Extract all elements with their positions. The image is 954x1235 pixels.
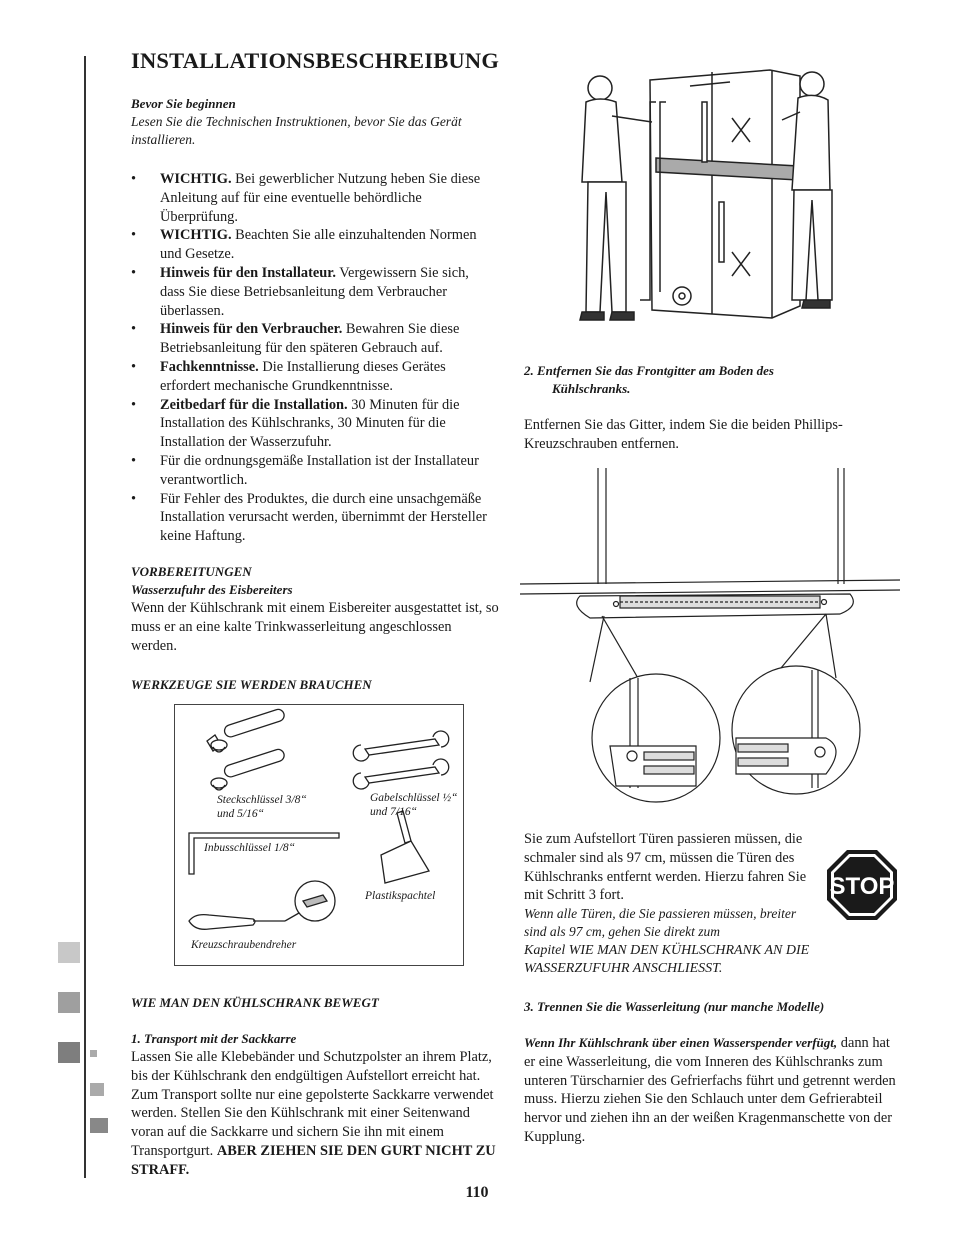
- hand-truck-illustration: [572, 62, 840, 342]
- bullet-bold: Fachkenntnisse.: [160, 358, 259, 375]
- bullet-item: • Hinweis für den Installateur. Vergewissern Sie sich, dass Sie diese Betriebsanleitung dem Verbraucher überlassen.: [131, 264, 469, 319]
- intro-section: [131, 95, 496, 149]
- stop-sign-label: STOP: [829, 873, 895, 900]
- stop-sign-icon: [826, 849, 898, 921]
- page-number: 110: [465, 1184, 489, 1201]
- margin-tab-2: [58, 992, 80, 1013]
- grille-drawing: [520, 468, 900, 828]
- bullet-item: • Fachkenntnisse. Die Installierung dieses Gerätes erfordert mechanische Grundkenntnisse.: [131, 358, 446, 394]
- bullet-item: • WICHTIG. Bei gewerblicher Nutzung heben Sie diese Anleitung auf für eine eventuelle behördliche Überprüfung.: [131, 171, 481, 225]
- margin-square-3: [90, 1118, 108, 1133]
- bullet-list: [131, 170, 496, 546]
- step2-title: 2. Entfernen Sie das Frontgitter am Boden des: [524, 363, 774, 378]
- bullet-item: • Für die ordnungsgemäße Installation ist der Installateur verantwortlich.: [131, 452, 479, 488]
- step2-section: [524, 362, 904, 454]
- bullet-text: Beachten Sie alle einzuhaltenden Normen und Gesetze.: [160, 227, 477, 263]
- step2-text: Entfernen Sie das Gitter, indem Sie die beiden Phillips-Kreuzschrauben entfernen.: [524, 417, 843, 452]
- step1-section: [131, 1030, 499, 1180]
- bullet-bold: Hinweis für den Verbraucher.: [160, 321, 343, 338]
- tools-drawing: [175, 705, 463, 965]
- tools-heading: WERKZEUGE SIE WERDEN BRAUCHEN: [131, 677, 372, 692]
- vorbereitungen-subheading: Wasserzufuhr des Eisbereiters: [131, 582, 293, 597]
- margin-tab-3: [58, 1042, 80, 1063]
- bullet-bold: WICHTIG.: [160, 171, 232, 187]
- vorbereitungen-text: Wenn der Kühlschrank mit einem Eisbereiter ausgestattet ist, so muss er an eine kalte Trinkwasserleitung angeschlossen werden.: [131, 600, 499, 654]
- step3-body: [524, 1034, 900, 1147]
- bullet-bold: Zeitbedarf für die Installation.: [160, 396, 348, 413]
- bullet-text: Bei gewerblicher Nutzung heben Sie diese Anleitung auf für eine eventuelle behördliche Überprüfung.: [160, 171, 481, 225]
- step3-title: 3. Trennen Sie die Wasserleitung (nur manche Modelle): [524, 999, 825, 1014]
- stop-section: [524, 830, 820, 941]
- bullet-bold: WICHTIG.: [160, 227, 232, 244]
- stop-text: Sie zum Aufstellort Türen passieren müssen, die schmaler sind als 97 cm, müssen die Türen des Kühlschranks entfernt werden. Hierzu fahren Sie mit Schritt 3 fort.: [524, 831, 807, 904]
- spatula-label: Plastikspachtel: [365, 890, 436, 902]
- bullet-text: Vergewissern Sie sich, dass Sie diese Betriebsanleitung dem Verbraucher überlassen.: [160, 264, 469, 319]
- screwdriver-label: Kreuzschraubendreher: [191, 939, 297, 951]
- intro-text: Lesen Sie die Technischen Instruktionen, bevor Sie das Gerät installieren.: [131, 114, 462, 147]
- tools-illustration: [174, 704, 464, 966]
- open-wrench-label: Gabelschlüssel ½“ und 7/16“: [370, 792, 458, 818]
- bullet-item: • WICHTIG. Beachten Sie alle einzuhaltenden Normen und Gesetze.: [131, 227, 477, 263]
- step1-body: Lassen Sie alle Klebebänder und Schutzpolster an ihrem Platz, bis der Kühlschrank den endgültigen Aufstellort erreicht hat. Zum Transport sollte nur eine gepolsterte Sackkarre verwendet werden. Stellen Sie den Kühlschrank mit einer Seitenwand voran auf die Sackkarre und sichern Sie ihn mit einem Transportgurt.: [131, 1049, 494, 1159]
- step2-title-cont: Kühlschranks.: [552, 381, 631, 396]
- vorbereitungen-section: [131, 563, 499, 655]
- bullet-text: Bewahren Sie diese Betriebsanleitung für den späteren Gebrauch auf.: [160, 321, 460, 357]
- margin-rule: [84, 56, 86, 1178]
- move-heading: WIE MAN DEN KÜHLSCHRANK BEWEGT: [131, 995, 379, 1010]
- vorbereitungen-heading: VORBEREITUNGEN: [131, 564, 252, 579]
- bullet-text: Für Fehler des Produktes, die durch eine unsachgemäße Installation verursacht werden, übernimmt der Hersteller keine Haftung.: [160, 490, 487, 545]
- socket-wrench-label: Steckschlüssel 3/8“ und 5/16“: [217, 794, 307, 820]
- step1-warning: ABER ZIEHEN SIE DEN GURT NICHT ZU STRAFF.: [131, 1142, 496, 1178]
- hand-truck-drawing: [572, 62, 840, 342]
- margin-square-2: [90, 1083, 104, 1096]
- step3-lead: Wenn Ihr Kühlschrank über einen Wasserspender verfügt,: [524, 1035, 838, 1050]
- bullet-item: • Für Fehler des Produktes, die durch eine unsachgemäße Installation verursacht werden, übernimmt der Hersteller keine Haftung.: [131, 490, 487, 545]
- margin-tab-1: [58, 942, 80, 963]
- bullet-text: Die Installierung dieses Gerätes erfordert mechanische Grundkenntnisse.: [160, 358, 446, 394]
- bullet-bold: Hinweis für den Installateur.: [160, 264, 336, 281]
- page-title: INSTALLATIONSBESCHREIBUNG: [131, 48, 500, 73]
- step1-text: [131, 1048, 499, 1180]
- step3-text: dann hat er eine Wasserleitung, die vom Inneren des Kühlschranks zum unteren Türscharnier des Gefrierfachs führt und getrennt werden muss. Hierzu ziehen Sie den Schlauch unter dem Gefrierabteil hervor und ziehen ihn an der weißen Kragenmanschette von der Kupplung.: [524, 1035, 896, 1145]
- step1-title: 1. Transport mit der Sackkarre: [131, 1031, 297, 1046]
- hex-key-label: Inbusschlüssel 1/8“: [204, 842, 296, 854]
- stop-italic-a: Wenn alle Türen, die Sie passieren müssen, breiter sind als 97 cm, gehen Sie direkt zum: [524, 906, 797, 940]
- stop-italic-b: Kapitel WIE MAN DEN KÜHLSCHRANK AN DIE WASSERZUFUHR ANSCHLIESST.: [524, 943, 810, 976]
- bullet-item: • Hinweis für den Verbraucher. Bewahren Sie diese Betriebsanleitung für den späteren Gebrauch auf.: [131, 321, 460, 357]
- bullet-item: • Zeitbedarf für die Installation. 30 Minuten für die Installation des Kühlschranks, 30 Minuten für die Installation der Wasserzufuhr.: [131, 396, 460, 451]
- bullet-text: 30 Minuten für die Installation des Kühlschranks, 30 Minuten für die Installation der Wasserzufuhr.: [160, 396, 460, 451]
- grille-illustration: [520, 468, 900, 828]
- step3-section: [524, 998, 900, 1147]
- intro-heading: Bevor Sie beginnen: [131, 96, 236, 111]
- margin-square-1: [90, 1050, 97, 1057]
- bullet-text: Für die ordnungsgemäße Installation ist der Installateur verantwortlich.: [160, 452, 479, 488]
